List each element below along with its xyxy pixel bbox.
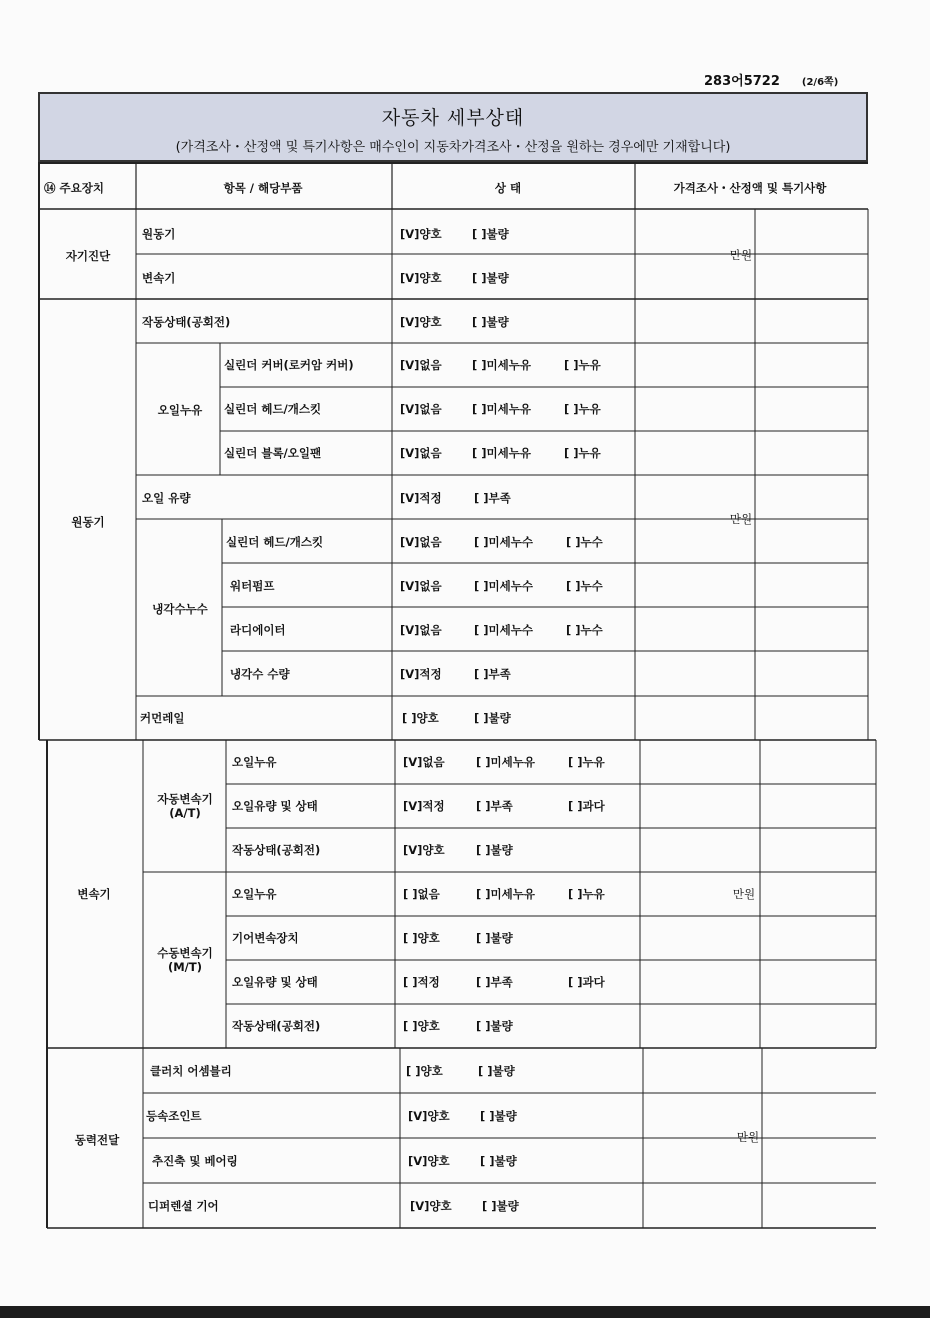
header-item: 항목 / 해당부품: [223, 181, 303, 195]
engine-item-idle: 작동상태(공회전): [142, 315, 231, 329]
engine-status-2[interactable]: [ ]미세누수: [474, 579, 533, 593]
trans-status-2[interactable]: [ ]미세누유: [476, 887, 535, 901]
engine-item-block-oilpan: 실린더 블록/오일팬: [224, 446, 322, 460]
vehicle-number: 283어5722: [704, 74, 780, 89]
selfdiag-item-2: 변속기: [142, 271, 176, 285]
trans-status-3[interactable]: [ ]누유: [568, 755, 605, 769]
engine-status-2[interactable]: [ ]미세누수: [474, 535, 533, 549]
engine-status-3[interactable]: [ ]누유: [564, 446, 601, 460]
power-status-1[interactable]: [V]양호: [408, 1109, 450, 1123]
trans-status-2[interactable]: [ ]불량: [476, 1019, 513, 1033]
section-power-transfer: 동력전달: [74, 1133, 120, 1147]
trans-status-2[interactable]: [ ]불량: [476, 931, 513, 945]
engine-item-rocker-cover: 실린더 커버(로커암 커버): [224, 358, 354, 372]
trans-status-3[interactable]: [ ]과다: [568, 799, 605, 813]
trans-status-1[interactable]: [V]없음: [403, 755, 445, 769]
header-status: 상 태: [494, 181, 522, 195]
power-status-2[interactable]: [ ]불량: [480, 1154, 517, 1168]
trans-auto-group: 자동변속기 (A/T): [157, 792, 213, 820]
engine-status-3[interactable]: [ ]누수: [566, 579, 603, 593]
trans-status-1[interactable]: [ ]양호: [403, 1019, 440, 1033]
trans-item-oil-leak-manual: 오일누유: [232, 887, 277, 901]
engine-status-3[interactable]: [ ]누유: [564, 402, 601, 416]
power-status-2[interactable]: [ ]불량: [480, 1109, 517, 1123]
scan-edge: [0, 1306, 930, 1318]
engine-item-coolant-level: 냉각수 수량: [230, 667, 290, 681]
engine-status-3[interactable]: [ ]누수: [566, 535, 603, 549]
selfdiag-status-bad[interactable]: [ ]불량: [472, 271, 509, 285]
trans-item-oil-level-manual: 오일유량 및 상태: [232, 975, 318, 989]
engine-status-2[interactable]: [ ]부족: [474, 491, 511, 505]
engine-item-common-rail: 커먼레일: [140, 711, 185, 725]
engine-status-1[interactable]: [V]없음: [400, 623, 442, 637]
trans-status-3[interactable]: [ ]누유: [568, 887, 605, 901]
section-engine: 원동기: [71, 515, 105, 529]
power-status-1[interactable]: [V]양호: [408, 1154, 450, 1168]
engine-status-3[interactable]: [ ]누수: [566, 623, 603, 637]
power-item-clutch: 클러치 어셈블리: [150, 1064, 232, 1078]
engine-status-2[interactable]: [ ]불량: [474, 711, 511, 725]
engine-status-1[interactable]: [V]없음: [400, 579, 442, 593]
power-status-1[interactable]: [V]양호: [410, 1199, 452, 1213]
power-status-2[interactable]: [ ]불량: [482, 1199, 519, 1213]
engine-status-1[interactable]: [ ]양호: [402, 711, 439, 725]
trans-status-1[interactable]: [V]양호: [403, 843, 445, 857]
engine-coolant-group: 냉각수누수: [152, 602, 208, 616]
engine-status-1[interactable]: [V]없음: [400, 446, 442, 460]
engine-status-3[interactable]: [ ]누유: [564, 358, 601, 372]
engine-status-1[interactable]: [V]적정: [400, 667, 442, 681]
unit-label-selfdiag: 만원: [729, 248, 753, 262]
power-status-1[interactable]: [ ]양호: [406, 1064, 443, 1078]
header-device: ⑭ 주요장치: [44, 181, 104, 195]
trans-status-1[interactable]: [ ]적정: [403, 975, 440, 989]
trans-status-2[interactable]: [ ]미세누유: [476, 755, 535, 769]
engine-item-water-pump: 워터펌프: [230, 579, 275, 593]
section-selfdiag: 자기진단: [65, 249, 111, 263]
engine-status-2[interactable]: [ ]미세누유: [472, 358, 531, 372]
power-status-2[interactable]: [ ]불량: [478, 1064, 515, 1078]
trans-status-1[interactable]: [V]적정: [403, 799, 445, 813]
engine-status-2[interactable]: [ ]미세누유: [472, 402, 531, 416]
engine-item-oil-level: 오일 유량: [142, 491, 191, 505]
trans-item-idle-manual: 작동상태(공회전): [232, 1019, 321, 1033]
page-label: (2/6쪽): [801, 77, 839, 88]
engine-status-1[interactable]: [V]양호: [400, 315, 442, 329]
engine-status-1[interactable]: [V]없음: [400, 535, 442, 549]
trans-status-2[interactable]: [ ]부족: [476, 975, 513, 989]
power-item-differential: 디퍼렌셜 기어: [148, 1199, 219, 1213]
trans-status-2[interactable]: [ ]부족: [476, 799, 513, 813]
trans-status-1[interactable]: [ ]양호: [403, 931, 440, 945]
unit-label-power: 만원: [736, 1130, 760, 1144]
unit-label-engine: 만원: [729, 512, 753, 526]
engine-status-2[interactable]: [ ]미세누수: [474, 623, 533, 637]
selfdiag-status-bad[interactable]: [ ]불량: [472, 227, 509, 241]
engine-status-1[interactable]: [V]적정: [400, 491, 442, 505]
power-item-cv-joint: 등속조인트: [146, 1109, 202, 1123]
unit-label-transmission: 만원: [732, 887, 756, 901]
engine-item-radiator: 라디에이터: [230, 623, 286, 637]
selfdiag-item-1: 원동기: [142, 227, 176, 241]
trans-item-gear-shift: 기어변속장치: [232, 931, 299, 945]
power-item-drive-shaft: 추진축 및 베어링: [152, 1154, 238, 1168]
engine-oilleak-group: 오일누유: [157, 403, 203, 417]
trans-manual-group: 수동변속기 (M/T): [157, 946, 213, 974]
trans-item-idle: 작동상태(공회전): [232, 843, 321, 857]
engine-status-2[interactable]: [ ]불량: [472, 315, 509, 329]
selfdiag-status-good[interactable]: [V]양호: [400, 271, 442, 285]
engine-item-head-gasket: 실린더 헤드/개스킷: [224, 402, 322, 416]
section-transmission: 변속기: [77, 887, 111, 901]
engine-status-2[interactable]: [ ]미세누유: [472, 446, 531, 460]
selfdiag-status-good[interactable]: [V]양호: [400, 227, 442, 241]
trans-status-1[interactable]: [ ]없음: [403, 887, 440, 901]
engine-status-1[interactable]: [V]없음: [400, 402, 442, 416]
engine-item-coolant-head-gasket: 실린더 헤드/개스킷: [226, 535, 324, 549]
trans-status-3[interactable]: [ ]과다: [568, 975, 605, 989]
trans-item-oil-leak: 오일누유: [232, 755, 277, 769]
page-subtitle: (가격조사・산정액 및 특기사항은 매수인이 지동차가격조사・산정을 원하는 경우에만 기재합니다): [175, 140, 731, 155]
engine-status-2[interactable]: [ ]부족: [474, 667, 511, 681]
trans-item-oil-level: 오일유량 및 상태: [232, 799, 318, 813]
page-title: 자동차 세부상태: [381, 107, 525, 129]
trans-status-2[interactable]: [ ]불량: [476, 843, 513, 857]
engine-status-1[interactable]: [V]없음: [400, 358, 442, 372]
header-price: 가격조사・산정액 및 특기사항: [673, 181, 827, 195]
